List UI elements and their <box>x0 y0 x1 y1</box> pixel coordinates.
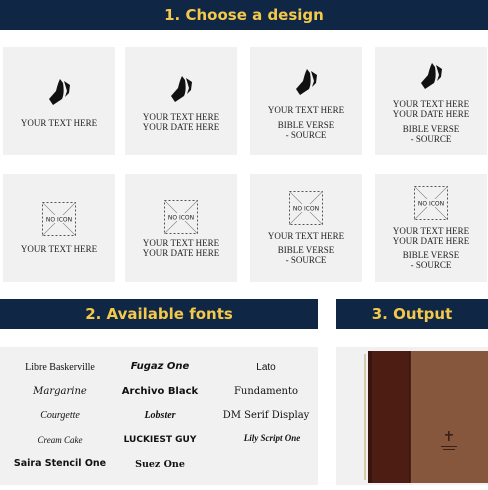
font-option-saira-stencil-one[interactable]: Saira Stencil One <box>13 458 107 469</box>
design-text: YOUR TEXT HERE <box>142 238 220 248</box>
design-text: YOUR TEXT HERE <box>267 231 345 241</box>
design-option-1[interactable] <box>3 47 115 155</box>
praying-hands-icon <box>44 77 74 107</box>
no-icon-label: NO ICON <box>292 205 320 213</box>
section-header-available-fonts <box>0 299 318 329</box>
bible-cover-preview-image <box>336 347 488 485</box>
font-option-suez-one[interactable]: Suez One <box>135 459 185 470</box>
no-icon-label: NO ICON <box>45 216 73 224</box>
font-option-archivo-black[interactable]: Archivo Black <box>121 386 199 397</box>
design-verse: BIBLE VERSE <box>277 120 335 130</box>
design-text: YOUR TEXT HERE <box>20 244 98 254</box>
design-source: - SOURCE <box>285 130 327 140</box>
design-option-3[interactable] <box>250 47 362 155</box>
no-icon-placeholder-icon <box>289 191 323 225</box>
design-verse: BIBLE VERSE <box>402 250 460 260</box>
font-option-lily-script-one[interactable]: Lily Script One <box>243 433 301 443</box>
design-option-6[interactable] <box>125 174 237 282</box>
praying-hands-icon <box>416 61 446 91</box>
font-option-lato[interactable]: Lato <box>256 362 276 373</box>
design-option-4[interactable] <box>375 47 487 155</box>
design-text: YOUR TEXT HERE <box>392 226 470 236</box>
output-preview-panel <box>336 347 488 485</box>
section-header-output <box>336 299 488 329</box>
section-header-choose-design <box>0 0 488 30</box>
no-icon-placeholder-icon <box>42 202 76 236</box>
font-option-dm-serif-display[interactable]: DM Serif Display <box>222 410 310 421</box>
no-icon-label: NO ICON <box>167 214 195 222</box>
design-text: YOUR TEXT HERE <box>267 105 345 115</box>
no-icon-label: NO ICON <box>417 200 445 208</box>
design-date: YOUR DATE HERE <box>392 236 470 246</box>
no-icon-placeholder-icon <box>414 186 448 220</box>
design-option-5[interactable] <box>3 174 115 282</box>
fonts-panel <box>0 347 318 485</box>
design-option-7[interactable] <box>250 174 362 282</box>
design-text: YOUR TEXT HERE <box>392 99 470 109</box>
design-verse: BIBLE VERSE <box>277 245 335 255</box>
font-option-fundamento[interactable]: Fundamento <box>233 386 299 397</box>
font-option-fugaz-one[interactable]: Fugaz One <box>130 361 190 372</box>
font-option-courgette[interactable]: Courgette <box>40 410 80 421</box>
font-option-cream-cake[interactable]: Cream Cake <box>37 435 83 445</box>
font-option-margarine[interactable]: Margarine <box>33 386 87 397</box>
section-title: 3. Output <box>371 305 453 323</box>
font-option-luckiest-guy[interactable]: LUCKIEST GUY <box>123 435 197 445</box>
design-verse: BIBLE VERSE <box>402 124 460 134</box>
design-source: - SOURCE <box>410 134 452 144</box>
section-title: 2. Available fonts <box>85 305 233 323</box>
design-text: YOUR TEXT HERE <box>20 118 98 128</box>
no-icon-placeholder-icon <box>164 200 198 234</box>
praying-hands-icon <box>166 74 196 104</box>
design-option-8[interactable] <box>375 174 487 282</box>
design-date: YOUR DATE HERE <box>142 248 220 258</box>
font-option-libre-baskerville[interactable]: Libre Baskerville <box>25 362 95 373</box>
design-text: YOUR TEXT HERE <box>142 112 220 122</box>
design-source: - SOURCE <box>410 260 452 270</box>
design-source: - SOURCE <box>285 255 327 265</box>
design-option-2[interactable] <box>125 47 237 155</box>
design-date: YOUR DATE HERE <box>392 109 470 119</box>
section-title: 1. Choose a design <box>164 6 324 24</box>
praying-hands-icon <box>291 67 321 97</box>
font-option-lobster[interactable]: Lobster <box>144 410 176 421</box>
design-date: YOUR DATE HERE <box>142 122 220 132</box>
